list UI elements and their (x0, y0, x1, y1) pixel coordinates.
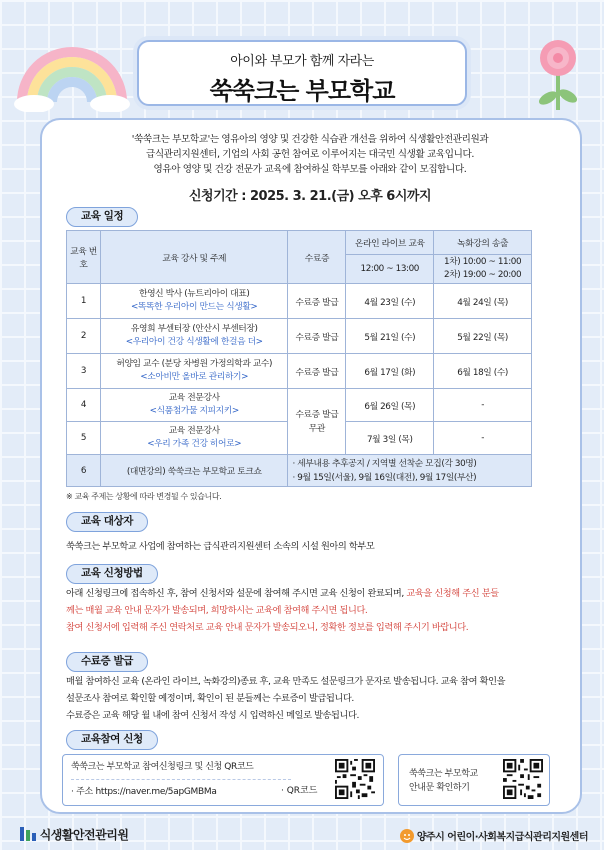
schedule-note: ※ 교육 주제는 상황에 따라 변경될 수 있습니다. (66, 492, 222, 501)
topic-title: <똑똑한 우리아이 만드는 식생활> (131, 302, 258, 312)
table-row (67, 389, 532, 422)
guide-line-2: 안내문 확인하기 (409, 783, 470, 793)
qr-label: · QR코드 (281, 786, 318, 796)
section-heading-signup: 교육참여 신청 (66, 730, 158, 750)
speaker: 한영신 박사 (뉴트리아이 대표) (138, 289, 250, 299)
lollipop-illustration (530, 36, 586, 116)
row-online: 7월 3일 (목) (346, 422, 434, 455)
apply-text (66, 585, 546, 636)
row-topic (100, 354, 288, 389)
replay-time-2: 2차) 19:00 ~ 20:00 (443, 270, 522, 280)
row-online: 5월 21일 (수) (346, 319, 434, 354)
header-topic: 교육 강사 및 주제 (100, 231, 288, 284)
row-no: 3 (67, 354, 101, 389)
row-no: 1 (67, 284, 101, 319)
replay-time-1: 1차) 10:00 ~ 11:00 (443, 257, 522, 267)
row-cert: 수료증 발급 (288, 354, 346, 389)
row-topic (100, 284, 288, 319)
signup-qr-code[interactable] (335, 759, 375, 799)
application-period: 신청기간 : 2025. 3. 21.(금) 오후 6시까지 (189, 189, 431, 204)
cert-line-2: 설문조사 참여로 확인할 예정이며, 확인이 된 분들께는 수료증이 발급됩니다. (66, 693, 354, 704)
page-subtitle: 아이와 부모가 함께 자라는 (230, 54, 374, 69)
row-topic (100, 319, 288, 354)
cert-line-3: 수료증은 교육 해당 월 내에 참여 신청서 작성 시 입력하신 메일로 발송됩니다. (66, 710, 359, 721)
signup-desc: 쑥쑥크는 부모학교 참여신청링크 및 신청 QR코드 (71, 762, 254, 772)
topic-title: <우리아이 건강 식생활에 한걸음 더> (125, 337, 263, 347)
section-heading-certificate: 수료증 발급 (66, 652, 148, 672)
title-box (137, 40, 467, 106)
speaker: 허양임 교수 (분당 차병원 가정의학과 교수) (116, 359, 273, 369)
guide-line-1: 쑥쑥크는 부모학교 (409, 769, 478, 779)
row-online: 6월 17일 (화) (346, 354, 434, 389)
rainbow-illustration (12, 22, 132, 112)
guide-box (398, 754, 550, 806)
row-cert: 수료증 발급 (288, 319, 346, 354)
row-no: 6 (67, 455, 101, 487)
footer-logo-left (20, 826, 128, 843)
header-no: 교육 번호 (67, 231, 101, 284)
row-topic (100, 389, 288, 422)
signup-link[interactable]: https://naver.me/5apGMBMa (95, 787, 217, 797)
guide-qr-code[interactable] (503, 759, 543, 799)
topic-title: <우리 가족 건강 히어로> (147, 439, 242, 449)
guide-text (409, 767, 478, 795)
intro-text (60, 132, 560, 177)
row-replay: 5월 22일 (목) (434, 319, 532, 354)
signup-box (62, 754, 384, 806)
topic-title: <소아비만 올바로 관리하기> (140, 372, 249, 382)
row-replay: - (434, 389, 532, 422)
apply-line-2: 께는 매월 교육 안내 문자가 발송되며, 희망하시는 교육에 참여해 주시면 됩니다. (66, 605, 368, 616)
table-row (67, 455, 532, 487)
row-no: 4 (67, 389, 101, 422)
apply-line-1-b: 교육을 신청해 주신 분들 (406, 588, 499, 599)
apply-line-1 (66, 585, 546, 602)
row-topic: (대면강의) 쑥쑥크는 부모학교 토크쇼 (100, 455, 288, 487)
footer-left-text: 식생활안전관리원 (39, 828, 129, 842)
row-cert: 수료증 발급 (288, 284, 346, 319)
table-row (67, 284, 532, 319)
intro-line-1: '쑥쑥크는 부모학교'는 영유아의 영양 및 건강한 식습관 개선을 위하여 식생활안전관리원과 (131, 134, 489, 145)
header-cert: 수료증 (288, 231, 346, 284)
apply-line-1-a: 아래 신청링크에 접속하신 후, 참여 신청서와 설문에 참여해 주시면 교육 신청이 완료되며, (66, 588, 407, 599)
table-row (67, 319, 532, 354)
row-replay: - (434, 422, 532, 455)
row-no: 2 (67, 319, 101, 354)
section-heading-schedule: 교육 일정 (66, 207, 138, 227)
row-replay: 6월 18일 (수) (434, 354, 532, 389)
org-logo-icon (20, 827, 36, 841)
row-cert-merged: 수료증 발급 무관 (288, 389, 346, 455)
table-row (67, 354, 532, 389)
speaker: 교육 전문강사 (168, 393, 220, 403)
apply-line-3: 참여 신청서에 입력해 주신 연락처로 교육 안내 문자가 발송되오니, 정확한 정보를 입력해 주시기 바랍니다. (66, 622, 469, 633)
row-replay: 4월 24일 (목) (434, 284, 532, 319)
row-no: 5 (67, 422, 101, 455)
certificate-text (66, 673, 546, 724)
footer-logo-right (400, 828, 588, 843)
row-online: 4월 23일 (수) (346, 284, 434, 319)
section-heading-apply: 교육 신청방법 (66, 564, 158, 584)
center-logo-icon (400, 829, 414, 843)
detail-line-1: · 세부내용 추후공지 / 지역별 선착순 모집(각 30명) (292, 458, 477, 469)
header-online-time: 12:00 ~ 13:00 (346, 255, 434, 284)
section-heading-target: 교육 대상자 (66, 512, 148, 532)
page-title: 쑥쑥크는 부모학교 (209, 77, 395, 105)
topic-title: <식품첨가물 지피지키> (149, 406, 239, 416)
address-label: · 주소 (71, 787, 93, 797)
speaker: 유영희 부센터장 (안산시 부센터장) (130, 324, 258, 334)
speaker: 교육 전문강사 (168, 426, 220, 436)
row-online: 6월 26일 (목) (346, 389, 434, 422)
cert-line-1: 매월 참여하신 교육 (온라인 라이브, 녹화강의)종료 후, 교육 만족도 설문링크가 문자로 발송됩니다. 교육 참여 확인을 (66, 676, 506, 687)
row-topic (100, 422, 288, 455)
header-replay: 녹화강의 송출 (434, 231, 532, 255)
header-replay-time (434, 255, 532, 284)
intro-line-2: 급식관리지원센터, 기업의 사회 공헌 참여로 이루어지는 대국민 식생활 교육입니다. (146, 149, 474, 160)
footer-right-text: 양주시 어린이·사회복지급식관리지원센터 (416, 832, 588, 843)
header-online: 온라인 라이브 교육 (346, 231, 434, 255)
intro-line-3: 영유아 영양 및 건강 전문가 교육에 참여하실 학부모를 아래와 같이 모집합니다. (153, 164, 467, 175)
row-detail (288, 455, 532, 487)
schedule-table (66, 230, 532, 487)
signup-address-row (71, 779, 291, 797)
detail-line-2: · 9월 15일(서울), 9월 16일(대전), 9월 17일(부산) (292, 472, 477, 483)
target-text: 쑥쑥크는 부모학교 사업에 참여하는 급식관리지원센터 소속의 시설 원아의 학부모 (66, 541, 375, 552)
